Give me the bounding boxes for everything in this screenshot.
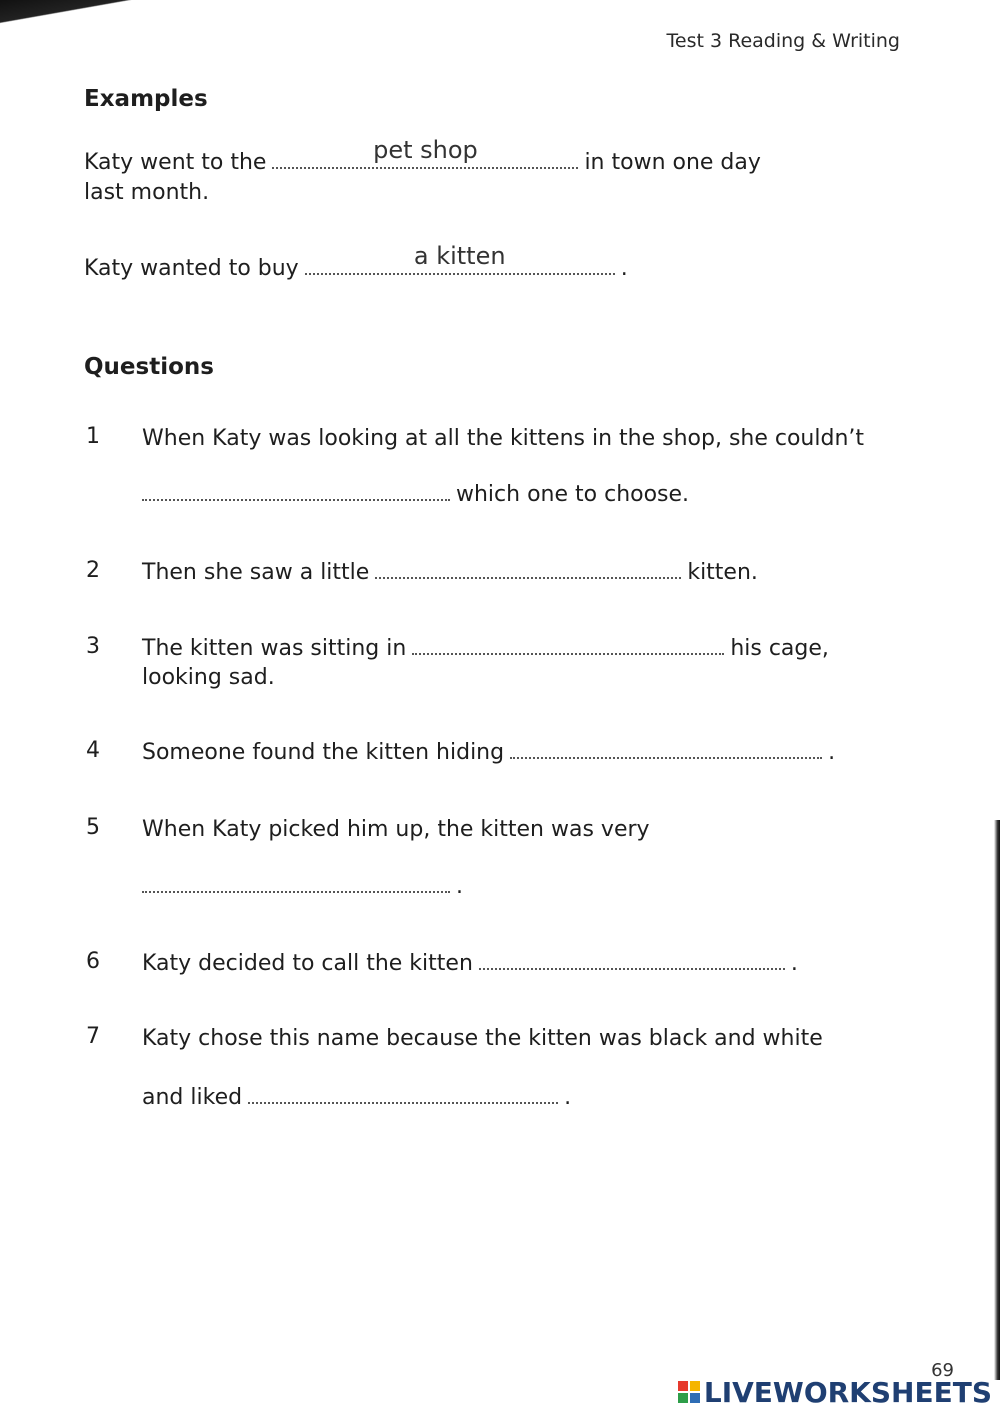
questions-heading: Questions	[84, 354, 214, 380]
scan-corner-shadow	[0, 0, 360, 60]
question-3-continuation: looking sad.	[142, 665, 275, 690]
question-1-blank[interactable]	[142, 481, 450, 501]
scan-edge-shadow	[994, 820, 1000, 1380]
page-header: Test 3 Reading & Writing	[666, 30, 900, 52]
question-6-number: 6	[86, 949, 100, 974]
example-2-after: .	[620, 256, 628, 281]
question-5-line2	[142, 872, 463, 902]
question-1-line2	[142, 480, 689, 510]
liveworksheets-watermark[interactable]	[678, 1375, 992, 1409]
question-7-after: .	[564, 1085, 572, 1110]
example-2-answer: a kitten	[413, 242, 506, 270]
question-5-number: 5	[86, 815, 100, 840]
question-1-number: 1	[86, 424, 100, 449]
question-3-before: The kitten was sitting in	[142, 636, 407, 661]
watermark-text: LIVEWORKSHEETS	[703, 1375, 992, 1409]
question-7-text: Katy chose this name because the kitten was black and white	[142, 1026, 823, 1051]
question-4-number: 4	[86, 738, 100, 763]
logo-square-red	[678, 1381, 688, 1391]
question-4-text	[142, 738, 835, 768]
example-2-blank	[305, 242, 615, 275]
liveworksheets-logo-icon	[678, 1381, 700, 1403]
example-2	[84, 242, 628, 284]
question-2-after: kitten.	[687, 560, 758, 585]
example-1-after: in town one day	[584, 150, 761, 175]
question-3-text	[142, 634, 829, 664]
question-3-after: his cage,	[730, 636, 829, 661]
example-1-answer: pet shop	[373, 136, 478, 164]
page-number: 69	[931, 1360, 954, 1381]
example-1-continuation: last month.	[84, 180, 210, 205]
example-2-before: Katy wanted to buy	[84, 256, 299, 281]
question-6-before: Katy decided to call the kitten	[142, 951, 473, 976]
question-2-blank[interactable]	[375, 559, 681, 579]
examples-heading: Examples	[84, 86, 208, 112]
question-7-blank[interactable]	[248, 1084, 558, 1104]
question-7-before: and liked	[142, 1085, 243, 1110]
question-3-blank[interactable]	[412, 635, 724, 655]
question-1-text: When Katy was looking at all the kittens in the shop, she couldn’t	[142, 426, 865, 451]
question-6-text	[142, 949, 798, 979]
question-6-after: .	[790, 951, 798, 976]
question-5-text: When Katy picked him up, the kitten was very	[142, 817, 650, 842]
question-2-number: 2	[86, 558, 100, 583]
example-1	[84, 136, 761, 178]
question-5-blank[interactable]	[142, 873, 450, 893]
question-3-number: 3	[86, 634, 100, 659]
question-2-before: Then she saw a little	[142, 560, 370, 585]
example-1-before: Katy went to the	[84, 150, 267, 175]
question-7-line2	[142, 1083, 571, 1113]
question-4-blank[interactable]	[510, 739, 822, 759]
logo-square-green	[678, 1393, 688, 1403]
question-4-after: .	[828, 740, 836, 765]
logo-square-blue	[690, 1393, 700, 1403]
question-1-after: which one to choose.	[456, 482, 690, 507]
logo-square-yellow	[690, 1381, 700, 1391]
question-6-blank[interactable]	[479, 950, 785, 970]
question-4-before: Someone found the kitten hiding	[142, 740, 505, 765]
example-1-blank	[272, 136, 578, 169]
question-7-number: 7	[86, 1024, 100, 1049]
question-5-after: .	[456, 874, 463, 899]
question-2-text	[142, 558, 758, 588]
